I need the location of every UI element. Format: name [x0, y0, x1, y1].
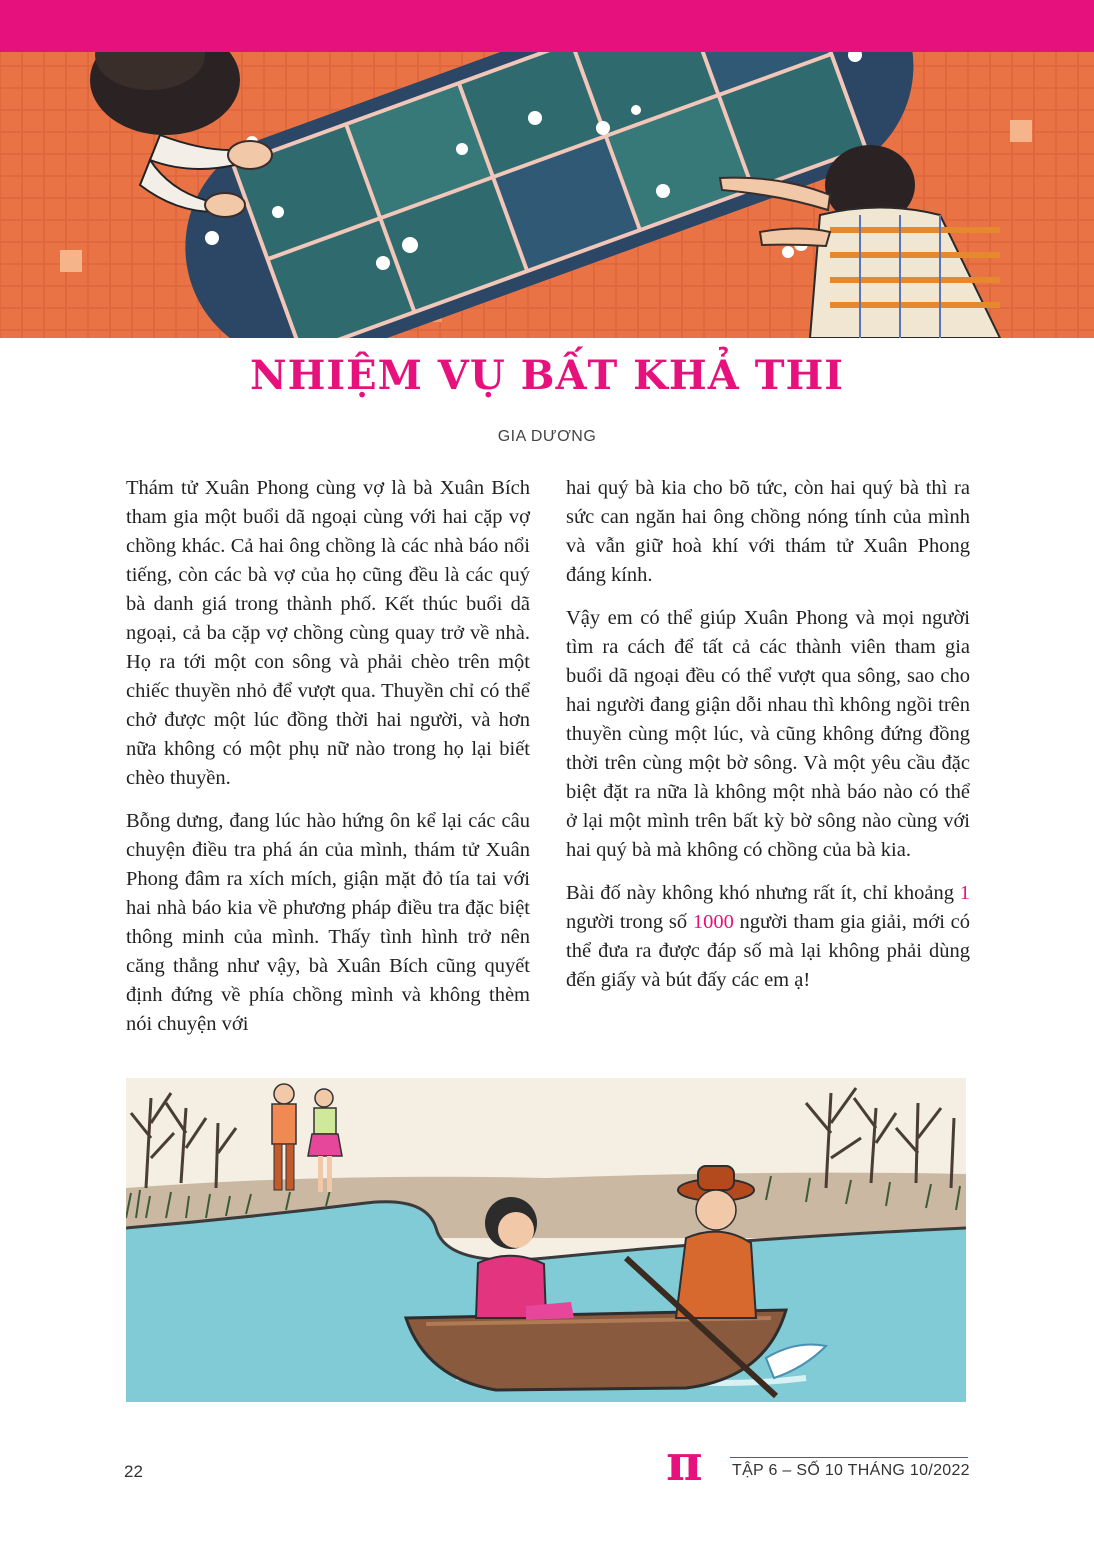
- text-run: người tham gia giải, mới có thể đưa ra được đáp số mà lại không phải dùng đến giấy và bút đấy các em ạ!: [566, 911, 970, 991]
- page-number: 22: [124, 1462, 143, 1481]
- article-title: NHIỆM VỤ BẤT KHẢ THI: [250, 352, 844, 399]
- article-author: GIA DƯƠNG: [497, 428, 597, 445]
- text-run: người trong số: [566, 911, 693, 933]
- right-column: [566, 474, 970, 1009]
- text-run: Bài đố này không khó nhưng rất ít, chỉ khoảng: [566, 882, 960, 904]
- paragraph: Bỗng dưng, đang lúc hào hứng ôn kể lại các câu chuyện điều tra phá án của mình, thám tử Xuân Phong đâm ra xích mích, giận mặt đỏ tía tai với hai nhà báo kia về phương pháp điều tra đặc biệt thông minh của mình. Thấy tình hình trở nên căng thẳng như vậy, bà Xuân Bích cũng quyết định đứng về phía chồng mình và không thèm nói chuyện với: [126, 810, 530, 1035]
- paragraph: Thám tử Xuân Phong cùng vợ là bà Xuân Bích tham gia một buổi dã ngoại cùng với hai cặp vợ chồng khác. Cả hai ông chồng là các nhà báo nổi tiếng, còn các bà vợ của họ cũng đều là các quý bà danh giá trong thành phố. Kết thúc buổi dã ngoại, cả ba cặp vợ chồng cùng quay trở về nhà. Họ ra tới một con sông và phải chèo trên một chiếc thuyền nhỏ để vượt qua. Thuyền chỉ có thể chở được một lúc đồng thời hai người, và hơn nữa không có một phụ nữ nào trong họ lại biết chèo thuyền.: [126, 477, 530, 789]
- top-accent-band: [0, 0, 1094, 52]
- pi-logo-icon: π: [666, 1433, 703, 1492]
- paragraph: hai quý bà kia cho bõ tức, còn hai quý bà thì ra sức can ngăn hai ông chồng nóng tính của mình và vẫn giữ hoà khí với thám tử Xuân Phong đáng kính.: [566, 477, 970, 586]
- left-column: [126, 474, 530, 1053]
- issue-info: TẬP 6 – SỐ 10 THÁNG 10/2022: [732, 1462, 970, 1479]
- paragraph: Vậy em có thể giúp Xuân Phong và mọi người tìm ra cách để tất cả các thành viên tham gia buổi dã ngoại đều có thể vượt qua sông, sao cho hai người đang giận dỗi nhau thì không ngồi trên thuyền cùng một lúc, và cũng không đứng đồng thời trên cùng một bờ sông. Và một yêu cầu đặc biệt đặt ra nữa là không một nhà báo nào có thể ở lại một mình trên bất kỳ bờ sông nào cùng với hai quý bà mà không có chồng của bà kia.: [566, 607, 970, 861]
- bottom-illustration: [126, 1078, 966, 1402]
- footer-divider: [730, 1457, 968, 1458]
- highlight-number: 1: [959, 882, 970, 904]
- highlight-number: 1000: [692, 911, 734, 933]
- closing-paragraph: [566, 879, 970, 995]
